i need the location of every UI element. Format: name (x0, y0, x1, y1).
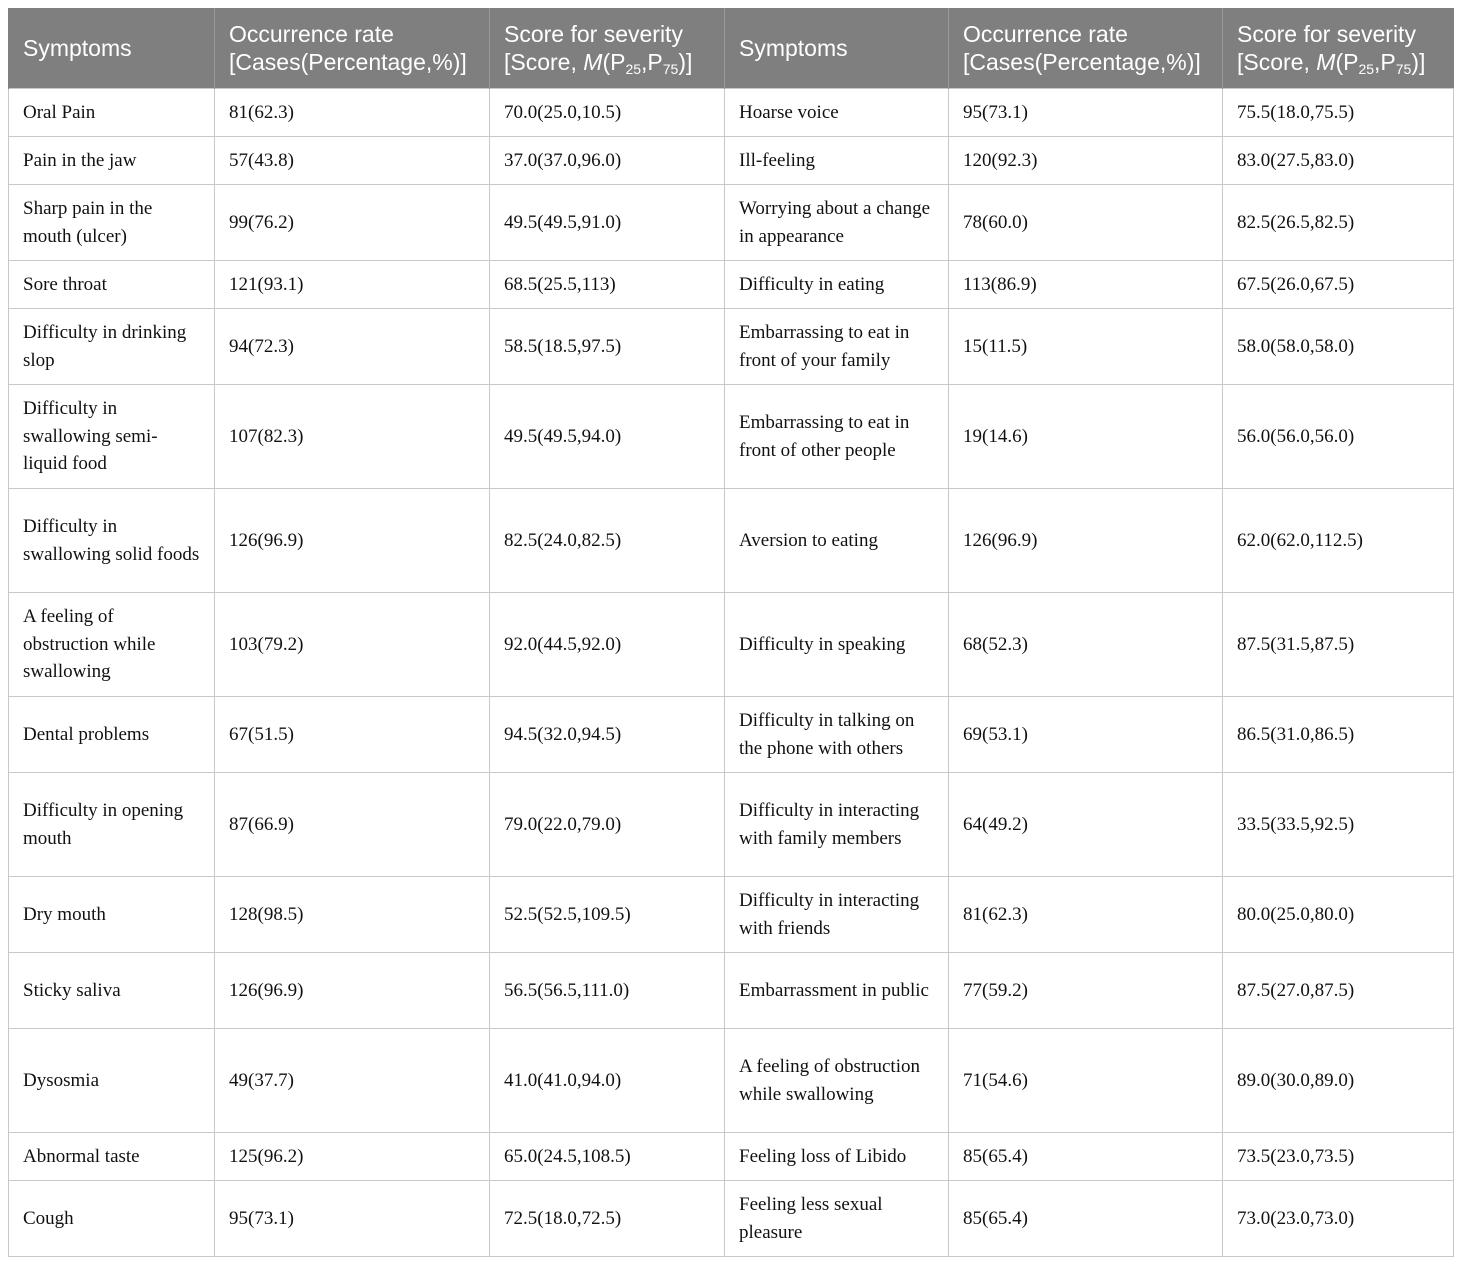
cell-symptom: Dysosmia (9, 1029, 215, 1133)
table-row (9, 89, 1454, 137)
cell-symptom: Cough (9, 1181, 215, 1257)
cell-occurrence: 69(53.1) (949, 697, 1223, 773)
cell-severity: 82.5(26.5,82.5) (1223, 185, 1454, 261)
cell-symptom: Sore throat (9, 261, 215, 309)
cell-severity: 89.0(30.0,89.0) (1223, 1029, 1454, 1133)
cell-severity: 79.0(22.0,79.0) (490, 773, 725, 877)
table-row (9, 137, 1454, 185)
cell-symptom: Worrying about a change in appearance (725, 185, 949, 261)
cell-symptom: Dry mouth (9, 877, 215, 953)
header-symptoms: Symptoms (9, 8, 215, 89)
cell-symptom: Difficulty in speaking (725, 593, 949, 697)
cell-symptom: Difficulty in interacting with family members (725, 773, 949, 877)
cell-occurrence: 87(66.9) (215, 773, 490, 877)
cell-occurrence: 126(96.9) (949, 489, 1223, 593)
cell-occurrence: 95(73.1) (949, 89, 1223, 137)
header-occurrence: Occurrence rate [Cases(Percentage,%)] (215, 8, 490, 89)
cell-symptom: Difficulty in swallowing solid foods (9, 489, 215, 593)
table-row (9, 261, 1454, 309)
table-row (9, 185, 1454, 261)
cell-severity: 80.0(25.0,80.0) (1223, 877, 1454, 953)
cell-severity: 68.5(25.5,113) (490, 261, 725, 309)
cell-severity: 41.0(41.0,94.0) (490, 1029, 725, 1133)
cell-severity: 49.5(49.5,94.0) (490, 385, 725, 489)
table-row (9, 1133, 1454, 1181)
cell-severity: 33.5(33.5,92.5) (1223, 773, 1454, 877)
cell-occurrence: 77(59.2) (949, 953, 1223, 1029)
cell-symptom: A feeling of obstruction while swallowing (725, 1029, 949, 1133)
cell-occurrence: 19(14.6) (949, 385, 1223, 489)
cell-symptom: Aversion to eating (725, 489, 949, 593)
header-symptoms: Symptoms (725, 8, 949, 89)
cell-symptom: Pain in the jaw (9, 137, 215, 185)
cell-severity: 73.0(23.0,73.0) (1223, 1181, 1454, 1257)
cell-severity: 87.5(31.5,87.5) (1223, 593, 1454, 697)
cell-occurrence: 57(43.8) (215, 137, 490, 185)
table-row (9, 593, 1454, 697)
cell-severity: 82.5(24.0,82.5) (490, 489, 725, 593)
table-row (9, 953, 1454, 1029)
cell-symptom: Ill-feeling (725, 137, 949, 185)
cell-occurrence: 113(86.9) (949, 261, 1223, 309)
cell-occurrence: 121(93.1) (215, 261, 490, 309)
cell-occurrence: 125(96.2) (215, 1133, 490, 1181)
cell-severity: 52.5(52.5,109.5) (490, 877, 725, 953)
cell-severity: 73.5(23.0,73.5) (1223, 1133, 1454, 1181)
cell-symptom: Difficulty in swallowing semi-liquid food (9, 385, 215, 489)
cell-severity: 83.0(27.5,83.0) (1223, 137, 1454, 185)
cell-severity: 92.0(44.5,92.0) (490, 593, 725, 697)
cell-symptom: Difficulty in opening mouth (9, 773, 215, 877)
cell-symptom: Feeling less sexual pleasure (725, 1181, 949, 1257)
cell-symptom: Difficulty in interacting with friends (725, 877, 949, 953)
table-row (9, 309, 1454, 385)
cell-occurrence: 103(79.2) (215, 593, 490, 697)
cell-occurrence: 99(76.2) (215, 185, 490, 261)
cell-severity: 62.0(62.0,112.5) (1223, 489, 1454, 593)
cell-symptom: Oral Pain (9, 89, 215, 137)
cell-severity: 37.0(37.0,96.0) (490, 137, 725, 185)
cell-symptom: Embarrassing to eat in front of your family (725, 309, 949, 385)
table-row (9, 877, 1454, 953)
cell-occurrence: 71(54.6) (949, 1029, 1223, 1133)
cell-severity: 56.5(56.5,111.0) (490, 953, 725, 1029)
table-row (9, 1029, 1454, 1133)
table-body (9, 89, 1454, 1257)
cell-occurrence: 126(96.9) (215, 489, 490, 593)
table-row (9, 489, 1454, 593)
cell-occurrence: 120(92.3) (949, 137, 1223, 185)
cell-severity: 58.5(18.5,97.5) (490, 309, 725, 385)
cell-occurrence: 78(60.0) (949, 185, 1223, 261)
cell-severity: 58.0(58.0,58.0) (1223, 309, 1454, 385)
cell-symptom: Hoarse voice (725, 89, 949, 137)
cell-symptom: Difficulty in talking on the phone with others (725, 697, 949, 773)
cell-severity: 56.0(56.0,56.0) (1223, 385, 1454, 489)
cell-severity: 94.5(32.0,94.5) (490, 697, 725, 773)
cell-occurrence: 128(98.5) (215, 877, 490, 953)
cell-severity: 86.5(31.0,86.5) (1223, 697, 1454, 773)
cell-occurrence: 49(37.7) (215, 1029, 490, 1133)
cell-occurrence: 94(72.3) (215, 309, 490, 385)
cell-severity: 75.5(18.0,75.5) (1223, 89, 1454, 137)
cell-occurrence: 126(96.9) (215, 953, 490, 1029)
header-severity: Score for severity [Score, $M(P_{25},P_{75})$] (1223, 8, 1454, 89)
cell-occurrence: 85(65.4) (949, 1181, 1223, 1257)
cell-symptom: Feeling loss of Libido (725, 1133, 949, 1181)
cell-occurrence: 81(62.3) (949, 877, 1223, 953)
cell-occurrence: 67(51.5) (215, 697, 490, 773)
cell-occurrence: 64(49.2) (949, 773, 1223, 877)
cell-severity: 70.0(25.0,10.5) (490, 89, 725, 137)
cell-occurrence: 68(52.3) (949, 593, 1223, 697)
table-header (9, 8, 1454, 89)
cell-occurrence: 81(62.3) (215, 89, 490, 137)
cell-severity: 65.0(24.5,108.5) (490, 1133, 725, 1181)
table-row (9, 1181, 1454, 1257)
table-row (9, 697, 1454, 773)
cell-symptom: Sharp pain in the mouth (ulcer) (9, 185, 215, 261)
cell-symptom: Difficulty in eating (725, 261, 949, 309)
cell-symptom: Sticky saliva (9, 953, 215, 1029)
cell-symptom: Difficulty in drinking slop (9, 309, 215, 385)
header-row (9, 8, 1454, 89)
symptom-table (8, 8, 1454, 1257)
cell-occurrence: 107(82.3) (215, 385, 490, 489)
cell-symptom: Abnormal taste (9, 1133, 215, 1181)
cell-severity: 49.5(49.5,91.0) (490, 185, 725, 261)
table-row (9, 773, 1454, 877)
table-container (8, 8, 1454, 1257)
cell-symptom: A feeling of obstruction while swallowing (9, 593, 215, 697)
cell-occurrence: 95(73.1) (215, 1181, 490, 1257)
cell-symptom: Embarrassing to eat in front of other people (725, 385, 949, 489)
cell-severity: 67.5(26.0,67.5) (1223, 261, 1454, 309)
header-severity: Score for severity [Score, $M(P_{25},P_{75})$] (490, 8, 725, 89)
header-occurrence: Occurrence rate [Cases(Percentage,%)] (949, 8, 1223, 89)
cell-symptom: Embarrassment in public (725, 953, 949, 1029)
cell-occurrence: 15(11.5) (949, 309, 1223, 385)
cell-symptom: Dental problems (9, 697, 215, 773)
table-row (9, 385, 1454, 489)
cell-severity: 87.5(27.0,87.5) (1223, 953, 1454, 1029)
cell-severity: 72.5(18.0,72.5) (490, 1181, 725, 1257)
cell-occurrence: 85(65.4) (949, 1133, 1223, 1181)
